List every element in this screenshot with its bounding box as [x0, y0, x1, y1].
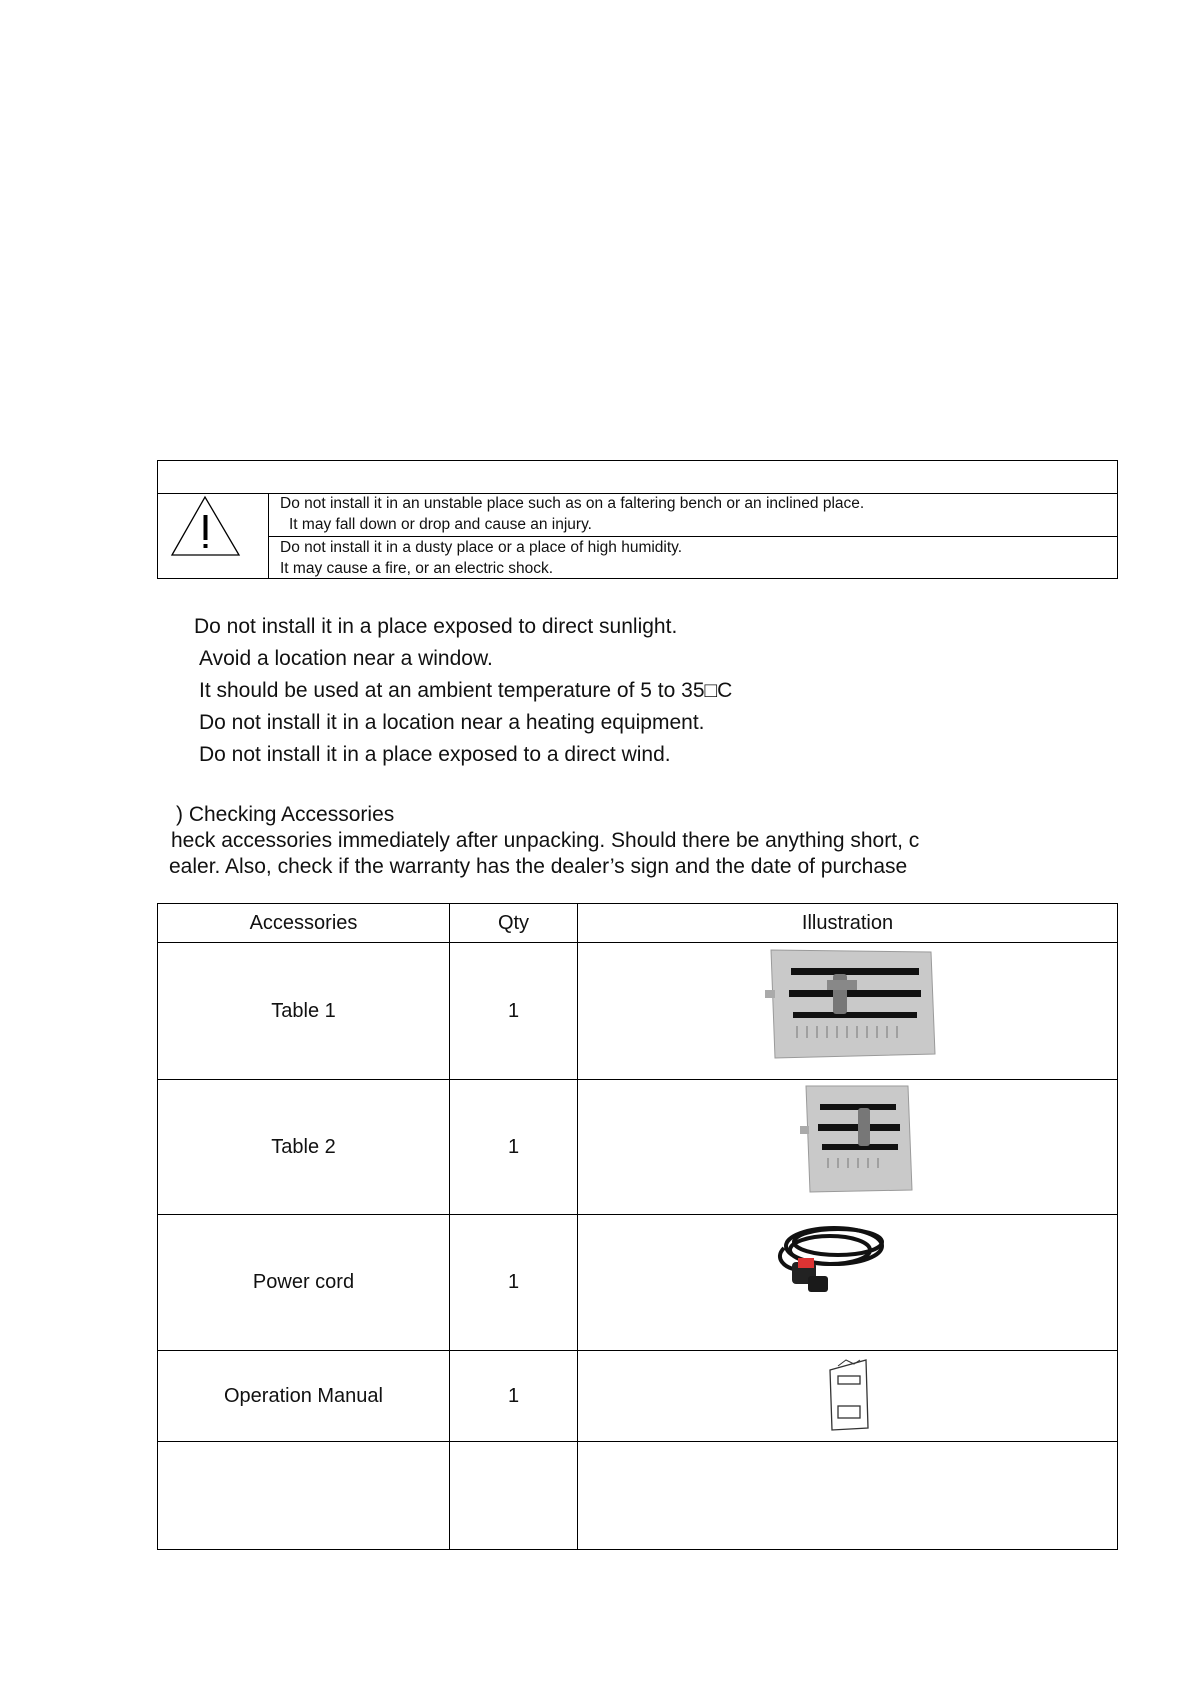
manual-icon — [826, 1356, 872, 1432]
section-heading: ) Checking Accessories — [176, 803, 395, 826]
header-illustration: Illustration — [801, 911, 894, 934]
accessories-table — [157, 903, 1118, 1550]
caution-row-humidity — [269, 537, 1117, 579]
row-4-name: Operation Manual — [224, 1384, 383, 1407]
caution-icon-cell — [158, 493, 269, 578]
row-4-qty: 1 — [507, 1384, 520, 1407]
caution-row-1-text: Do not install it in an unstable place such as on a faltering bench or an inclined place. — [280, 495, 865, 512]
header-accessories: Accessories — [249, 911, 358, 934]
caution-header-row — [158, 461, 1117, 494]
note-heating: Do not install it in a location near a heating equipment. — [199, 711, 705, 734]
note-wind: Do not install it in a place exposed to a direct wind. — [199, 743, 671, 766]
row-2-qty: 1 — [507, 1135, 520, 1158]
power-cord-photo — [764, 1218, 894, 1298]
header-qty: Qty — [497, 911, 530, 934]
caution-box — [157, 460, 1118, 579]
note-temperature: It should be used at an ambient temperature of 5 to 35□C — [199, 679, 733, 702]
section-text-line-1: heck accessories immediately after unpacking. Should there be anything short, c — [171, 829, 920, 852]
note-sunlight: Do not install it in a place exposed to direct sunlight. — [194, 615, 678, 638]
caution-row-2-text: Do not install it in a dusty place or a place of high humidity. — [280, 539, 683, 556]
table-2-photo — [798, 1082, 916, 1200]
row-5-qty — [450, 1442, 577, 1549]
table-1-photo — [763, 946, 938, 1064]
note-window: Avoid a location near a window. — [199, 647, 493, 670]
section-text-line-2: ealer. Also, check if the warranty has the dealer’s sign and the date of purchase — [169, 855, 908, 878]
row-2-name: Table 2 — [271, 1135, 336, 1158]
row-3-name: Power cord — [252, 1271, 355, 1293]
row-1-qty: 1 — [507, 999, 520, 1022]
row-1-name: Table 1 — [271, 999, 336, 1022]
warning-triangle-icon — [158, 493, 268, 579]
row-3-qty: 1 — [507, 1271, 520, 1293]
row-5-name — [158, 1442, 449, 1549]
caution-row-1-consequence: It may fall down or drop and cause an injury. — [289, 516, 592, 533]
caution-row-2-consequence: It may cause a fire, or an electric shock. — [280, 560, 554, 577]
caution-row-unstable — [269, 493, 1117, 537]
